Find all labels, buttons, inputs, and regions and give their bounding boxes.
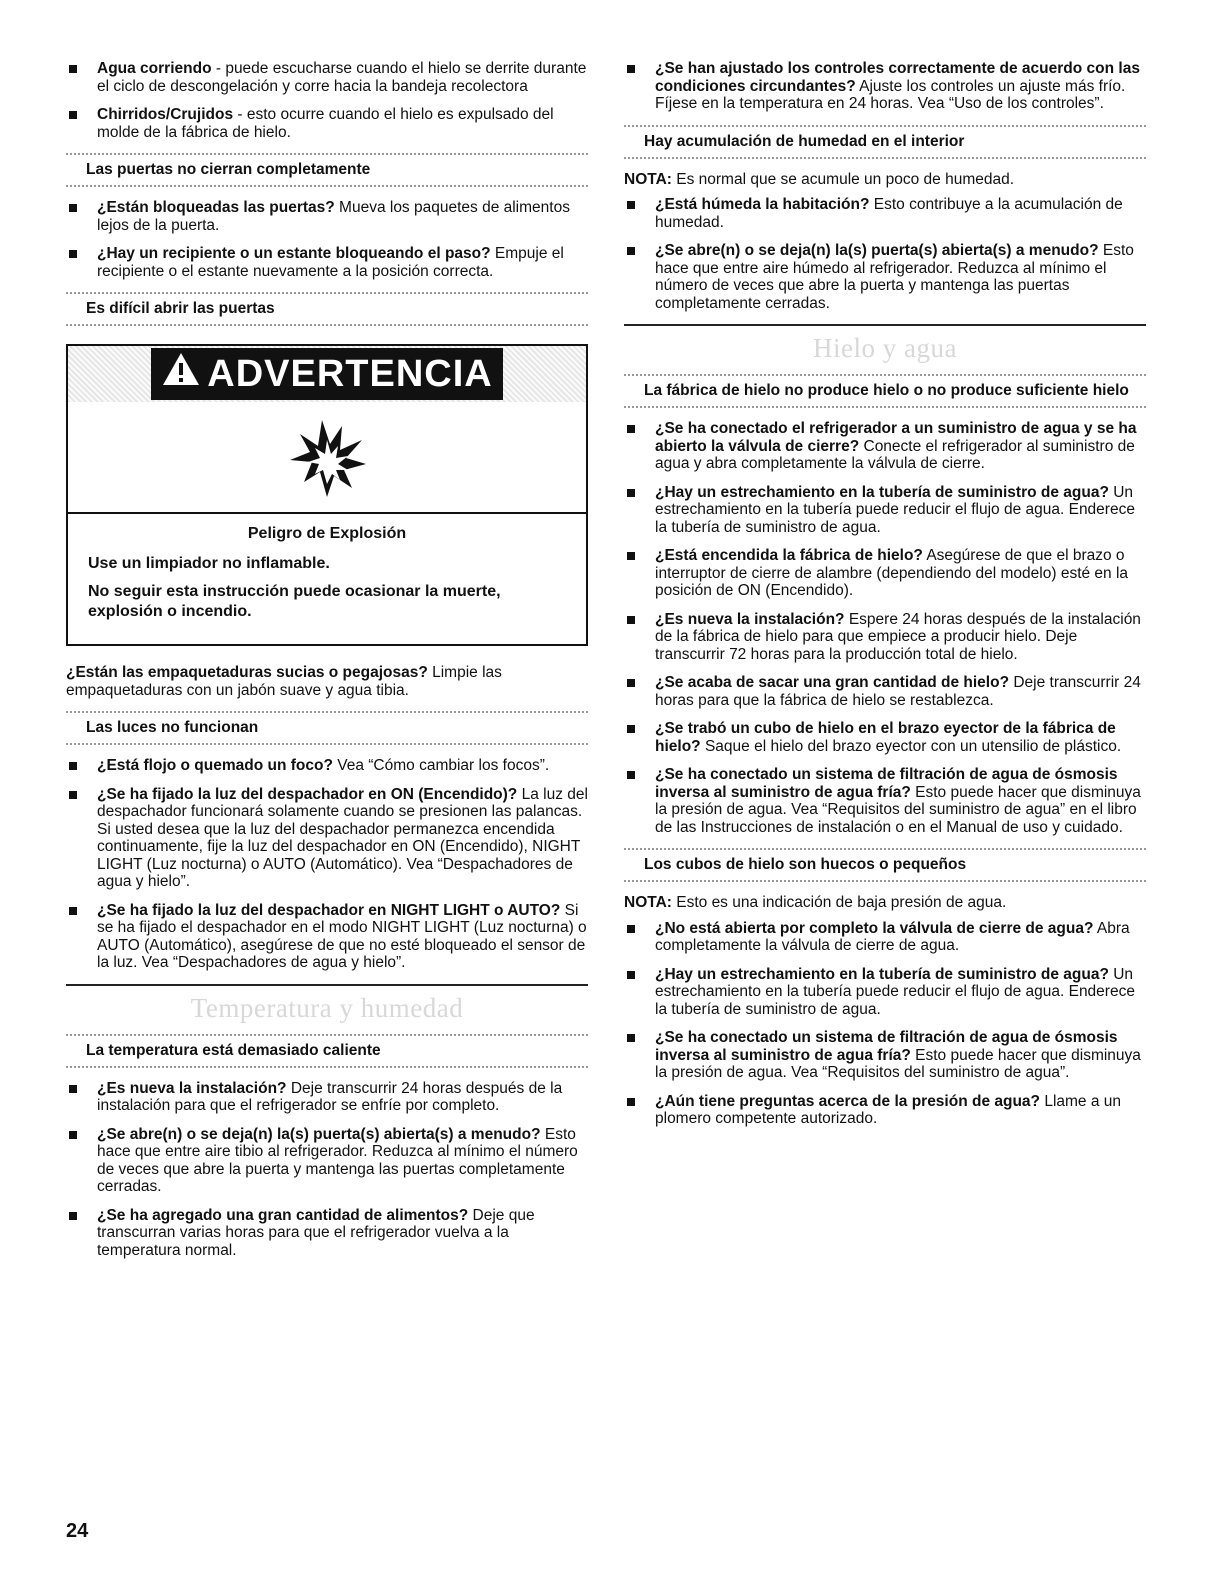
bullet-square-icon [69,204,77,212]
list-item [66,199,588,234]
item-answer: - esto ocurre cuando el hielo es expulsado del molde de la fábrica de hielo. [97,106,554,141]
warning-body [68,514,586,644]
item-answer: Un estrechamiento en la tubería puede reducir el flujo de agua. Enderece la tubería de suministro de agua. [655,965,1135,1018]
bullet-square-icon [69,762,77,770]
list-item [624,484,1146,537]
section-header-temp-hot: La temperatura está demasiado caliente [66,1034,588,1068]
explosion-icon [68,402,586,514]
bullet-square-icon [627,771,635,779]
item-question: ¿Está flojo o quemado un foco? [97,757,333,774]
warning-line1: Use un limpiador no inflamable. [88,555,330,572]
item-question: Agua corriendo [97,60,212,77]
item-answer: - puede escucharse cuando el hielo se derrite durante el ciclo de descongelación y corre hacia la bandeja recolectora [97,60,587,95]
item-question: ¿Se ha conectado el refrigerador a un suministro de agua y se ha abierto la válvula de cierre? [655,420,1137,455]
right-column [624,60,1146,1139]
bullet-square-icon [627,247,635,255]
warning-triangle-icon [161,351,201,397]
bullet-square-icon [69,1212,77,1220]
section-title-temperature: Temperatura y humedad [190,992,464,1023]
section-header-lights: Las luces no funcionan [66,711,588,745]
list-item [624,196,1146,231]
item-answer: Esto puede hacer que disminuya la presión de agua. Vea “Requisitos del suministro de agua” en el libro de las Instrucciones de instalación o en el Manual de uso y cuidado. [655,783,1141,836]
item-question: Chirridos/Crujidos [97,106,234,123]
list-item [624,420,1146,473]
section-title-ice: Hielo y agua [813,333,957,363]
item-question: ¿Hay un recipiente o un estante bloqueando el paso? [97,245,491,262]
item-answer: Abra completamente la válvula de cierre de agua. [655,919,1130,954]
list-item [624,966,1146,1019]
gasket-paragraph: ¿Están las empaquetaduras sucias o pegajosas? Limpie las empaquetaduras con un jabón suave y agua tibia. [66,664,502,699]
list-item [66,1126,588,1196]
bullet-square-icon [69,111,77,119]
item-answer: La luz del despachador funcionará solamente cuando se presionen las palancas. Si usted desea que la luz del despachador permanezca encendida continuamente, fije la luz del despachador en ON (Encendido), NIGHT LIGHT (Luz nocturna) o AUTO (Automático). Vea “Despachadores de agua y hielo”. [97,785,588,890]
doors-list [66,199,588,280]
list-item [624,60,1146,113]
item-question: ¿Se abre(n) o se deja(n) la(s) puerta(s) abierta(s) a menudo? [655,242,1099,259]
bullet-square-icon [627,971,635,979]
item-answer: Deje transcurrir 24 horas para que la fábrica de hielo se restablezca. [655,674,1141,709]
list-item [624,674,1146,709]
section-header-ice-cubes: Los cubos de hielo son huecos o pequeños [624,848,1146,882]
item-question: ¿Se ha fijado la luz del despachador en ON (Encendido)? [97,785,518,803]
item-answer: Mueva los paquetes de alimentos lejos de la puerta. [97,199,570,234]
item-answer: Esto hace que entre aire tibio al refrigerador. Reduzca al mínimo el número de veces que abre la puerta y mantenga las puertas completamente cerradas. [97,1125,578,1195]
bullet-square-icon [627,65,635,73]
bullet-square-icon [627,616,635,624]
item-question: ¿Es nueva la instalación? [655,610,845,628]
bullet-square-icon [627,201,635,209]
list-item [66,902,588,972]
bullet-square-icon [69,1131,77,1139]
item-question: ¿No está abierta por completo la válvula de cierre de agua? [655,919,1094,937]
item-answer: Deje que transcurran varias horas para que el refrigerador vuelva a la temperatura normal. [97,1206,535,1259]
bullet-square-icon [627,925,635,933]
list-item [66,245,588,280]
item-question: ¿Se ha fijado la luz del despachador en NIGHT LIGHT o AUTO? [97,901,561,919]
item-question: ¿Están bloqueadas las puertas? [97,199,335,216]
controls-list [624,60,1146,113]
item-answer: Espere 24 horas después de la instalación de la fábrica de hielo para que empiece a producir hielo. Deje transcurrir 72 horas para la producción total de hielo. [655,610,1141,663]
bullet-square-icon [627,1098,635,1106]
temp-list [66,1080,588,1260]
item-question: ¿Se han ajustado los controles correctamente de acuerdo con las condiciones circundantes? [655,60,1140,95]
item-answer: Llame a un plomero competente autorizado. [655,1092,1122,1127]
bullet-square-icon [627,489,635,497]
warning-label: ADVERTENCIA [207,352,493,395]
list-item [624,1029,1146,1082]
item-answer: Deje transcurrir 24 horas después de la instalación para que el refrigerador se enfríe por completo. [97,1079,563,1114]
bullet-square-icon [627,679,635,687]
list-item [624,1093,1146,1128]
bullet-square-icon [627,725,635,733]
item-answer: Empuje el recipiente o el estante nuevamente a la posición correcta. [97,245,564,280]
item-answer: Esto puede hacer que disminuya la presión de agua. Vea “Requisitos del suministro de agua”. [655,1046,1141,1081]
item-question: ¿Hay un estrechamiento en la tubería de suministro de agua? [655,965,1109,983]
page-number: 24 [66,1520,89,1542]
item-answer: Vea “Cómo cambiar los focos”. [332,757,550,774]
item-answer: Saque el hielo del brazo eyector con un utensilio de plástico. [700,737,1122,755]
item-question: ¿Hay un estrechamiento en la tubería de suministro de agua? [655,483,1109,501]
cubes-list [624,920,1146,1128]
cubes-note: NOTA: Esto es una indicación de baja presión de agua. [624,894,1007,911]
intro-list [66,60,588,141]
warning-banner [68,346,586,402]
list-item [624,547,1146,600]
list-item [624,920,1146,955]
bullet-square-icon [627,425,635,433]
item-question: ¿Está encendida la fábrica de hielo? [655,547,923,564]
bullet-square-icon [69,65,77,73]
list-item [624,242,1146,312]
warning-hazard: Peligro de Explosión [247,525,407,542]
humidity-list [624,196,1146,312]
humidity-note: NOTA: Es normal que se acumule un poco de humedad. [624,170,1015,188]
item-answer: Conecte el refrigerador al suministro de agua y abra completamente la válvula de cierre. [655,437,1135,472]
warning-line2: No seguir esta instrucción puede ocasionar la muerte, explosión o incendio. [88,583,501,620]
list-item [66,1207,588,1260]
lights-list [66,757,588,972]
warning-box [66,344,588,646]
list-item [66,786,588,891]
left-column [66,60,588,1270]
bullet-square-icon [69,907,77,915]
item-answer: Esto contribuye a la acumulación de humedad. [655,196,1123,231]
bullet-square-icon [69,791,77,799]
item-question: ¿Se acaba de sacar una gran cantidad de hielo? [655,674,1010,691]
section-header-ice-maker: La fábrica de hielo no produce hielo o no produce suficiente hielo [624,374,1146,408]
bullet-square-icon [627,552,635,560]
item-question: ¿Se trabó un cubo de hielo en el brazo eyector de la fábrica de hielo? [655,720,1116,755]
list-item [624,720,1146,755]
list-item [624,611,1146,664]
ice-list [624,420,1146,836]
item-answer: Asegúrese de que el brazo o interruptor de cierre de alambre (dependiendo del modelo) esté en la posición de ON (Encendido). [655,547,1129,599]
item-question: ¿Se ha conectado un sistema de filtración de agua de ósmosis inversa al suministro de agua fría? [655,766,1118,801]
item-answer: Ajuste los controles un ajuste más frío. Fíjese en la temperatura en 24 horas. Vea “Uso de los controles”. [655,77,1126,112]
item-answer: Si se ha fijado el despachador en el modo NIGHT LIGHT (Luz nocturna) o AUTO (Automático), asegúrese de que no esté bloqueado el sensor de la luz. Vea “Despachadores de agua y hielo”. [97,901,587,971]
list-item [66,757,588,775]
item-answer: Un estrechamiento en la tubería puede reducir el flujo de agua. Enderece la tubería de suministro de agua. [655,483,1135,536]
item-question: ¿Se ha conectado un sistema de filtración de agua de ósmosis inversa al suministro de agua fría? [655,1029,1118,1064]
bullet-square-icon [69,250,77,258]
list-item [66,106,588,141]
list-item [624,766,1146,836]
item-question: ¿Aún tiene preguntas acerca de la presión de agua? [655,1092,1041,1110]
bullet-square-icon [627,1034,635,1042]
section-header-doors: Las puertas no cierran completamente [66,153,588,187]
section-header-hard-open: Es difícil abrir las puertas [66,292,588,326]
list-item [66,60,588,95]
item-answer: Esto hace que entre aire húmedo al refrigerador. Reduzca al mínimo el número de veces que abre la puerta y mantenga las puertas completamente cerradas. [655,242,1134,312]
section-header-humidity: Hay acumulación de humedad en el interior [624,125,1146,159]
item-question: ¿Está húmeda la habitación? [655,196,870,213]
item-question: ¿Se ha agregado una gran cantidad de alimentos? [97,1206,469,1224]
list-item [66,1080,588,1115]
item-question: ¿Es nueva la instalación? [97,1079,287,1097]
item-question: ¿Se abre(n) o se deja(n) la(s) puerta(s) abierta(s) a menudo? [97,1125,541,1143]
bullet-square-icon [69,1085,77,1093]
